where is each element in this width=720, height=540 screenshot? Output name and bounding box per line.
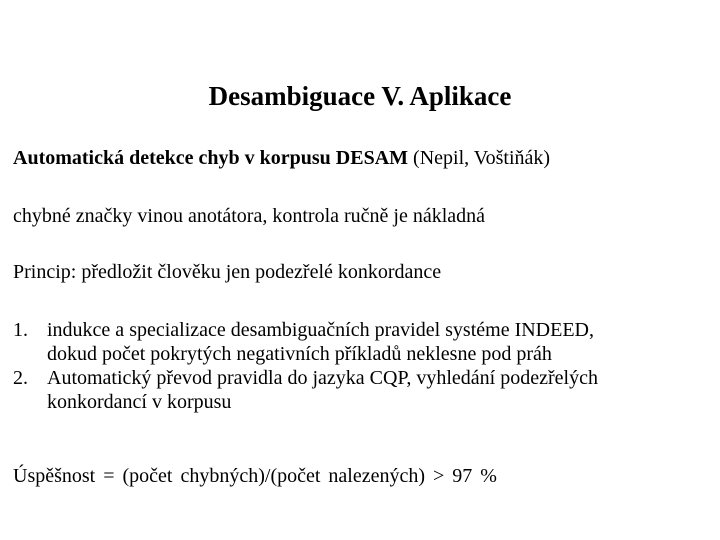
list-item-line: dokud počet pokrytých negativních příkladů neklesne pod práh	[47, 343, 552, 365]
subtitle-authors: (Nepil, Voštiňák)	[408, 147, 551, 169]
principle-line: Princip: předložit člověku jen podezřelé konkordance	[13, 261, 442, 283]
list-item-line: Automatický převod pravidla do jazyka CQP, vyhledání podezřelých	[47, 367, 598, 389]
problem-line: chybné značky vinou anotátora, kontrola ručně je nákladná	[13, 205, 486, 227]
subtitle-topic: Automatická detekce chyb v korpusu DESAM	[13, 147, 409, 169]
list-item	[13, 318, 718, 366]
subtitle-line	[13, 146, 550, 170]
slide-title: Desambiguace V. Aplikace	[208, 81, 512, 111]
list-item-line: indukce a specializace desambiguačních pravidel systéme INDEED,	[47, 319, 595, 341]
steps-list	[13, 318, 718, 414]
list-item	[13, 366, 718, 414]
list-item-line: konkordancí v korpusu	[47, 391, 232, 413]
list-item-number: 2.	[13, 367, 28, 389]
list-item-number: 1.	[13, 319, 28, 341]
success-rate-line: Úspěšnost = (počet chybných)/(počet nalezených) > 97 %	[13, 465, 497, 487]
